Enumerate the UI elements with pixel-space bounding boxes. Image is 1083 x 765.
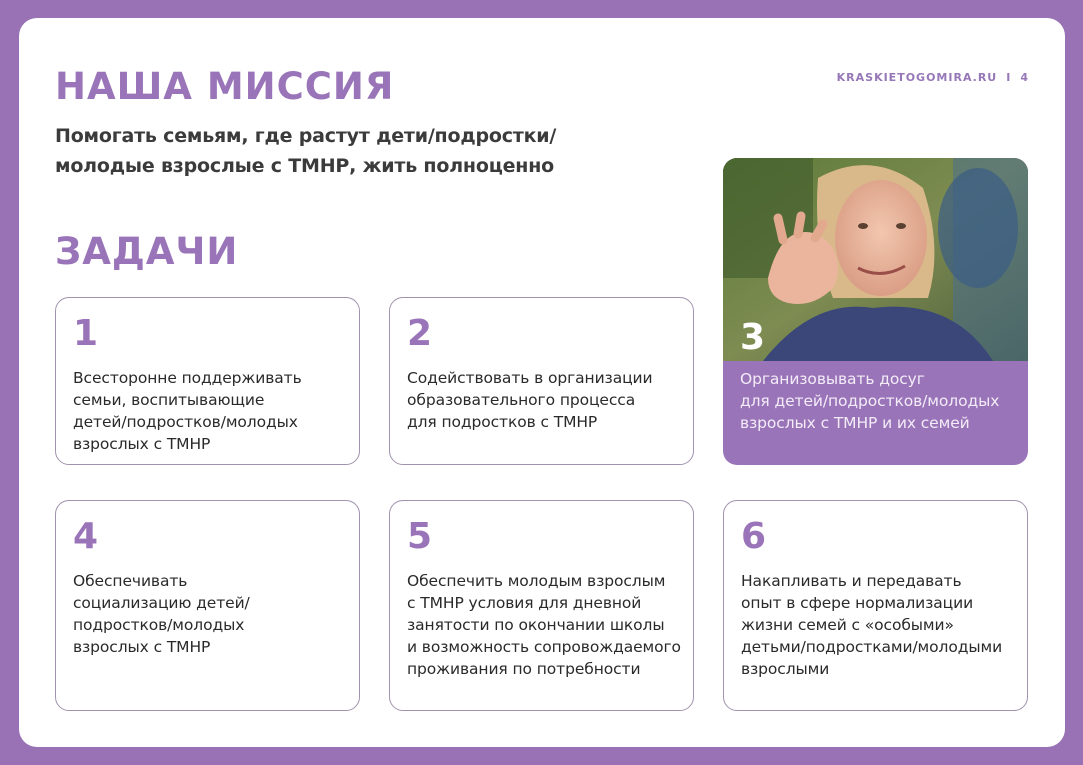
task-text: Накапливать и передавать опыт в сфере нормализации жизни семей с «особыми» детьми/подростками/молодыми взрослыми	[741, 572, 1003, 678]
site-header	[837, 71, 1029, 84]
task-number: 1	[73, 313, 99, 354]
task-number: 5	[407, 516, 433, 557]
tasks-title: ЗАДАЧИ	[55, 230, 239, 273]
task-card-1	[55, 297, 360, 465]
task-text: Всесторонне поддерживать семьи, воспитывающие детей/подростков/молодых взрослых с ТМНР	[73, 369, 302, 453]
task-card-5	[389, 500, 694, 711]
mission-text: Помогать семьям, где растут дети/подростки/ молодые взрослые с ТМНР, жить полноценно	[55, 125, 557, 177]
site-url[interactable]: KRASKIETOGOMIRA.RU	[836, 71, 998, 84]
task-card-3	[723, 158, 1028, 465]
task-number: 2	[407, 313, 433, 354]
task-text: Обеспечивать социализацию детей/ подростков/молодых взрослых с ТМНР	[73, 572, 250, 656]
task-card-6	[723, 500, 1028, 711]
task-number: 3	[740, 317, 766, 358]
task-card-2	[389, 297, 694, 465]
task-number: 6	[741, 516, 767, 557]
header-separator: I	[1006, 71, 1012, 84]
task-text: Организовывать досуг для детей/подростков/молодых взрослых с ТМНР и их семей	[740, 370, 1000, 432]
task-text: Содействовать в организации образовательного процесса для подростков с ТМНР	[407, 369, 653, 431]
mission-title: НАША МИССИЯ	[55, 65, 395, 108]
girl-photo	[723, 158, 1028, 361]
slide-page	[19, 18, 1065, 747]
task-text: Обеспечить молодым взрослым с ТМНР условия для дневной занятости по окончании школы и возможность сопровождаемого проживания по потребности	[407, 572, 681, 678]
task-card-4	[55, 500, 360, 711]
page-number: 4	[1020, 71, 1029, 84]
task-number: 4	[73, 516, 99, 557]
